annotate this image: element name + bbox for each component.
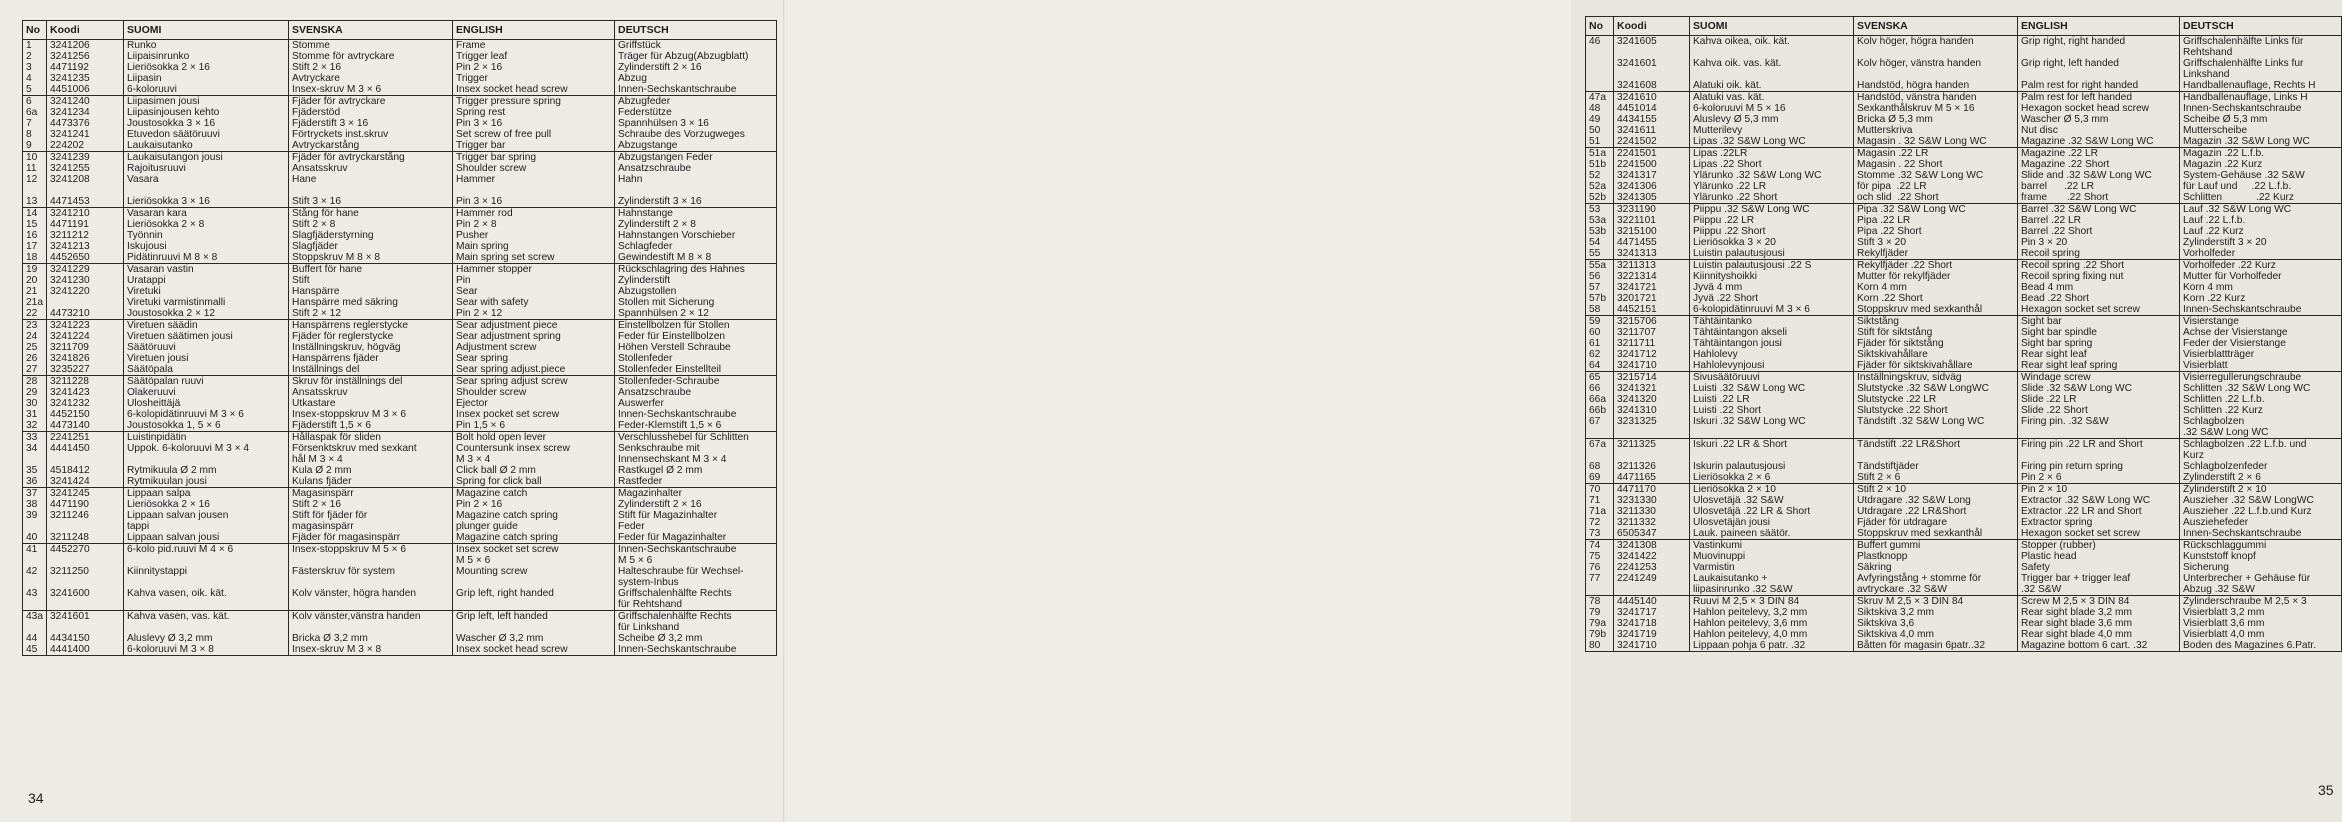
table-row [1586, 484, 2342, 540]
table-row [23, 40, 777, 96]
table-row [23, 376, 777, 432]
english-name: Barrel .32 S&W Long WC Barrel .22 LR Barrel .22 Short Pin 3 × 20 Recoil spring [2018, 204, 2180, 260]
swedish-name: Kolv höger, högra handen Kolv höger, vänstra handen Handstöd, högra handen [1854, 36, 2018, 92]
part-code: 3241308 3241422 2241253 2241249 [1614, 540, 1690, 596]
english-name: Insex socket set screw M 5 × 6 Mounting screw Grip left, right handed [453, 544, 615, 611]
english-name: Bolt hold open lever Countersunk insex screw M 3 × 4 Click ball Ø 2 mm Spring for click ball [453, 432, 615, 488]
table-row [1586, 204, 2342, 260]
table-row [1586, 540, 2342, 596]
table-row [23, 488, 777, 544]
table-row [1586, 596, 2342, 652]
finnish-name: Alatuki vas. kät. 6-koloruuvi M 5 × 16 Aluslevy Ø 5,3 mm Mutterilevy Lipas .32 S&W Long WC [1690, 92, 1854, 148]
part-code: 3231190 3221101 3215100 4471455 3241313 [1614, 204, 1690, 260]
part-number: 14 15 16 17 18 [23, 208, 47, 264]
german-name: Stollenfeder-Schraube Ansatzschraube Auswerfer Innen-Sechskantschraube Feder-Klemstift 1,5 × 6 [615, 376, 777, 432]
part-number: 51a 51b 52 52a 52b [1586, 148, 1614, 204]
table-row [1586, 260, 2342, 316]
table-row [23, 208, 777, 264]
german-name: Magazinhalter Zylinderstift 2 × 16 Stift für Magazinhalter Feder Feder für Magazinhalter [615, 488, 777, 544]
finnish-name: Tähtäintanko Tähtäintangon akseli Tähtäintangon jousi Hahlolevy Hahlolevynjousi [1690, 316, 1854, 372]
part-number: 28 29 30 31 32 [23, 376, 47, 432]
swedish-name: Kolv vänster,vänstra handen Bricka Ø 3,2 mm Insex-skruv M 3 × 8 [289, 611, 453, 656]
swedish-name: Buffert för hane Stift Hanspärre Hanspärre med säkring Stift 2 × 12 [289, 264, 453, 320]
german-name: Griffstück Träger für Abzug(Abzugblatt) Zylinderstift 2 × 16 Abzug Innen-Sechskantschraube [615, 40, 777, 96]
header-swedish: SVENSKA [289, 21, 453, 40]
part-code: 3241210 4471191 3211212 3241213 4452650 [47, 208, 124, 264]
german-name: Hahnstange Zylinderstift 2 × 8 Hahnstangen Vorschieber Schlagfeder Gewindestift M 8 × 8 [615, 208, 777, 264]
english-name: Trigger pressure spring Spring rest Pin 3 × 16 Set screw of free pull Trigger bar [453, 96, 615, 152]
part-number: 23 24 25 26 27 [23, 320, 47, 376]
part-number: 10 11 12 13 [23, 152, 47, 208]
part-number: 55a 56 57 57b 58 [1586, 260, 1614, 316]
swedish-name: Tändstift .22 LR&Short Tändstiftjäder Stift 2 × 6 [1854, 439, 2018, 484]
finnish-name: Vasaran kara Lieriösokka 2 × 8 Työnnin Iskujousi Pidätinruuvi M 8 × 8 [124, 208, 289, 264]
header-code: Koodi [47, 21, 124, 40]
header-german: DEUTSCH [615, 21, 777, 40]
finnish-name: Lipas .22LR Lipas .22 Short Ylärunko .32 S&W Long WC Ylärunko .22 LR Ylärunko .22 Short [1690, 148, 1854, 204]
swedish-name: Magasin .22 LR Magasin . 22 Short Stomme .32 S&W Long WC för pipa .22 LR och slid .22 Short [1854, 148, 2018, 204]
swedish-name: Fjäder för avtryckare Fjäderstöd Fjäderstift 3 × 16 Förtryckets inst.skruv Avtryckarstång [289, 96, 453, 152]
german-name: Lauf .32 S&W Long WC Lauf .22 L.f.b. Lauf .22 Kurz Zylinderstift 3 × 20 Vorholfeder [2180, 204, 2342, 260]
finnish-name: Kahva oikea, oik. kät. Kahva oik. vas. kät. Alatuki oik. kät. [1690, 36, 1854, 92]
table-row [23, 432, 777, 488]
part-code: 2241501 2241500 3241317 3241306 3241305 [1614, 148, 1690, 204]
part-number: 43a 44 45 [26, 611, 43, 655]
left-page [0, 0, 786, 822]
finnish-name: Vasaran vastin Uratappi Viretuki Viretuki varmistinmalli Joustosokka 2 × 12 [124, 264, 289, 320]
swedish-name: Skruv M 2,5 × 3 DIN 84 Siktskiva 3,2 mm Siktskiva 3,6 Siktskiva 4,0 mm Båtten för magasin 6patr..32 [1854, 596, 2018, 652]
part-code: 3215714 3241321 3241320 3241310 3231325 [1614, 372, 1690, 439]
finnish-name: Luistinpidätin Uppok. 6-koloruuvi M 3 × 4 Rytmikuula Ø 2 mm Rytmikuulan jousi [124, 432, 289, 488]
german-name: Zylinderstift 2 × 10 Auszieher .32 S&W LongWC Auszieher .22 L.f.b.und Kurz Ausziehefeder Innen-Sechskantschraube [2180, 484, 2342, 540]
part-number: 59 60 61 62 64 [1586, 316, 1614, 372]
part-code: 3241240 3241234 4473376 3241241 224202 [47, 96, 124, 152]
table-row [1586, 439, 2342, 484]
table-row [23, 96, 777, 152]
header-code: Koodi [1614, 17, 1690, 36]
table-row [1586, 36, 2342, 92]
part-code: 3241601 4434150 4441400 [47, 611, 124, 656]
swedish-name: Handstöd, vänstra handen Sexkanthålskruv M 5 × 16 Bricka Ø 5,3 mm Mutterskriva Magasin . 32 S&W Long WC [1854, 92, 2018, 148]
english-name: Sear spring adjust screw Shoulder screw Ejector Insex pocket set screw Pin 1,5 × 6 [453, 376, 615, 432]
part-code: 3241206 3241256 4471192 3241235 4451006 [47, 40, 124, 96]
swedish-name: Stång för hane Stift 2 × 8 Slagfjäderstyrning Slagfjäder Stoppskruv M 8 × 8 [289, 208, 453, 264]
table-row [23, 611, 777, 656]
swedish-name: Skruv för inställnings del Ansatsskruv Utkastare Insex-stoppskruv M 3 × 6 Fjäderstift 1,5 × 6 [289, 376, 453, 432]
english-name: Grip right, right handed Grip right, left handed Palm rest for right handed [2018, 36, 2180, 92]
finnish-name: Piippu .32 S&W Long WC Piippu .22 LR Piippu .22 Short Lieriösokka 3 × 20 Luistin palautusjousi [1690, 204, 1854, 260]
swedish-name: Rekylfjäder .22 Short Mutter för rekylfjäder Korn 4 mm Korn .22 Short Stoppskruv med sexkanthål [1854, 260, 2018, 316]
page-number: 35 [2318, 782, 2334, 798]
parts-table-left [22, 20, 777, 656]
german-name: Griffschalenhälfte Links für Rehtshand Griffschalenhälfte Links fur Linkshand Handballenauflage, Rechts H [2180, 36, 2342, 92]
part-number: 33 34 35 36 [23, 432, 47, 488]
finnish-name: Viretuen säädin Viretuen säätimen jousi Säätöruuvi Viretuen jousi Säätöpala [124, 320, 289, 376]
part-code: 2241251 4441450 4518412 3241424 [47, 432, 124, 488]
english-name: Sear adjustment piece Sear adjustment spring Adjustment screw Sear spring Sear spring adjust.piece [453, 320, 615, 376]
finnish-name: Runko Liipaisinrunko Lieriösokka 2 × 16 Liipasin 6-koloruuvi [124, 40, 289, 96]
header-english: ENGLISH [453, 21, 615, 40]
swedish-name: Pipa .32 S&W Long WC Pipa .22 LR Pipa .22 Short Stift 3 × 20 Rekylfjäder [1854, 204, 2018, 260]
table-header [1586, 17, 2342, 36]
part-code: 3211228 3241423 3241232 4452150 4473140 [47, 376, 124, 432]
swedish-name: Siktstång Stift för siktstång Fjäder för siktstång Siktskivahållare Fjäder för siktskivahållare [1854, 316, 2018, 372]
part-code: 3241605 3241601 3241608 [1614, 36, 1690, 92]
german-name: Zylinderschraube M 2,5 × 3 Visierblatt 3,2 mm Visierblatt 3,6 mm Visierblatt 4,0 mm Boden des Magazines 6.Patr. [2180, 596, 2342, 652]
german-name: Magazin .22 L.f.b. Magazin .22 Kurz System-Gehäuse .32 S&W für Lauf und .22 L.f.b. Schlitten .22 Kurz [2180, 148, 2342, 204]
header-finnish: SUOMI [1690, 17, 1854, 36]
english-name: Magazine .22 LR Magazine .22 Short Slide and .32 S&W Long WC barrel .22 LR frame .22 Short [2018, 148, 2180, 204]
german-name: Vorholfeder .22 Kurz Mutter für Vorholfeder Korn 4 mm Korn .22 Kurz Innen-Sechskantschraube [2180, 260, 2342, 316]
finnish-name: Liipasimen jousi Liipasinjousen kehto Joustosokka 3 × 16 Etuvedon säätöruuvi Laukaisutanko [124, 96, 289, 152]
part-number: 19 20 21 21a 22 [23, 264, 47, 320]
german-name: Visierregullerungschraube Schlitten .32 S&W Long WC Schlitten .22 L.f.b. Schlitten .22 Kurz Schlagbolzen .32 S&W Long WC [2180, 372, 2342, 439]
swedish-name: Stift 2 × 10 Utdragare .32 S&W Long Utdragare .22 LR&Short Fjäder för utdragare Stoppskruv med sexkanthål [1854, 484, 2018, 540]
english-name: Stopper (rubber) Plastic head Safety Trigger bar + trigger leaf .32 S&W [2018, 540, 2180, 596]
german-name: Einstellbolzen für Stollen Feder für Einstellbolzen Höhen Verstell Schraube Stollenfeder Stollenfeder Einstellteil [615, 320, 777, 376]
english-name: Trigger bar spring Shoulder screw Hammer Pin 3 × 16 [453, 152, 615, 208]
finnish-name: Säätöpalan ruuvi Olakeruuvi Ulosheittäjä 6-kolopidätinruuvi M 3 × 6 Joustosokka 1, 5 × 6 [124, 376, 289, 432]
table-row [23, 320, 777, 376]
english-name: Recoil spring .22 Short Recoil spring fixing nut Bead 4 mm Bead .22 Short Hexagon socket set screw [2018, 260, 2180, 316]
finnish-name: Lieriösokka 2 × 10 Ulosvetäjä .32 S&W Ulosvetäjä .22 LR & Short Ulosvetäjän jousi Lauk. paineen säätör. [1690, 484, 1854, 540]
part-number: 53 53a 53b 54 55 [1586, 204, 1614, 260]
part-number: 41 42 43 [23, 544, 47, 611]
right-page [786, 0, 2334, 822]
german-name: Abzugfeder Federstütze Spannhülsen 3 × 16 Schraube des Vorzugweges Abzugstange [615, 96, 777, 152]
german-name: Schlagbolzen .22 L.f.b. und Kurz Schlagbolzenfeder Zylinderstift 2 × 6 [2180, 439, 2342, 484]
table-row [1586, 316, 2342, 372]
part-number: 78 79 79a 79b 80 [1589, 596, 1606, 651]
part-code: 4445140 3241717 3241718 3241719 3241710 [1614, 596, 1690, 652]
english-name: Firing pin .22 LR and Short Firing pin return spring Pin 2 × 6 [2018, 439, 2180, 484]
header-no: No [23, 21, 47, 40]
part-code: 3241610 4451014 4434155 3241611 2241502 [1614, 92, 1690, 148]
table-row [1586, 372, 2342, 439]
table-row [23, 544, 777, 611]
german-name: Handballenauflage, Links H Innen-Sechskantschraube Scheibe Ø 5,3 mm Mutterscheibe Magazin .32 S&W Long WC [2180, 92, 2342, 148]
finnish-name: Sivusäätöruuvi Luisti .32 S&W Long WC Luisti .22 LR Luisti .22 Short Iskuri .32 S&W Long WC [1690, 372, 1854, 439]
part-code: 3215706 3211707 3211711 3241712 3241710 [1614, 316, 1690, 372]
part-code: 4452270 3211250 3241600 [47, 544, 124, 611]
part-code: 3241239 3241255 3241208 4471453 [47, 152, 124, 208]
swedish-name: Stomme Stomme för avtryckare Stift 2 × 16 Avtryckare Insex-skruv M 3 × 6 [289, 40, 453, 96]
english-name: Frame Trigger leaf Pin 2 × 16 Trigger Insex socket head screw [453, 40, 615, 96]
part-code: 4471170 3231330 3211330 3211332 6505347 [1614, 484, 1690, 540]
part-code: 3241245 4471190 3211246 3211248 [47, 488, 124, 544]
german-name: Griffschalenhälfte Rechts für Linkshand Scheibe Ø 3,2 mm Innen-Sechskantschraube [615, 611, 777, 656]
table-row [23, 264, 777, 320]
english-name: Grip left, left handed Wascher Ø 3,2 mm Insex socket head screw [453, 611, 615, 656]
swedish-name: Hanspärrens reglerstycke Fjäder för reglerstycke Inställningskruv, högväg Hanspärrens fjäder Inställnings del [289, 320, 453, 376]
table-row [1586, 92, 2342, 148]
table-row [23, 152, 777, 208]
english-name: Hammer stopper Pin Sear Sear with safety Pin 2 × 12 [453, 264, 615, 320]
part-code: 3211313 3221314 3241721 3201721 4452151 [1614, 260, 1690, 316]
part-number: 65 66 66a 66b 67 [1586, 372, 1614, 439]
part-code: 3241223 3241224 3211709 3241826 3235227 [47, 320, 124, 376]
english-name: Pin 2 × 10 Extractor .32 S&W Long WC Extractor .22 LR and Short Extractor spring Hexagon socket set screw [2018, 484, 2180, 540]
german-name: Abzugstangen Feder Ansatzschraube Hahn Zylinderstift 3 × 16 [615, 152, 777, 208]
english-name: Windage screw Slide .32 S&W Long WC Slide .22 LR Slide .22 Short Firing pin. .32 S&W [2018, 372, 2180, 439]
header-no: No [1586, 17, 1614, 36]
swedish-name: Buffert gummi Plastknopp Säkring Avfyringstång + stomme för avtryckare .32 S&W [1854, 540, 2018, 596]
english-name: Screw M 2,5 × 3 DIN 84 Rear sight blade 3,2 mm Rear sight blade 3,6 mm Rear sight blade 4,0 mm Magazine bottom 6 cart. .32 [2018, 596, 2180, 652]
finnish-name: Ruuvi M 2,5 × 3 DIN 84 Hahlon peitelevy, 3,2 mm Hahlon peitelevy, 3,6 mm Hahlon peitelevy, 4,0 mm Lippaan pohja 6 patr. .32 [1690, 596, 1854, 652]
header-english: ENGLISH [2018, 17, 2180, 36]
part-number: 70 71 71a 72 73 [1586, 484, 1614, 540]
header-swedish: SVENSKA [1854, 17, 2018, 36]
page-number: 34 [28, 790, 44, 806]
english-name: Sight bar Sight bar spindle Sight bar spring Rear sight leaf Rear sight leaf spring [2018, 316, 2180, 372]
german-name: Rückschlagring des Hahnes Zylinderstift Abzugstollen Stollen mit Sicherung Spannhülsen 2 × 12 [615, 264, 777, 320]
header-german: DEUTSCH [2180, 17, 2342, 36]
swedish-name: Magasinspärr Stift 2 × 16 Stift för fjäder för magasinspärr Fjäder för magasinspärr [289, 488, 453, 544]
table-header [23, 21, 777, 40]
part-number: 47a 48 49 50 51 [1586, 92, 1614, 148]
part-code: 3211325 3211326 4471165 [1614, 439, 1690, 484]
part-code: 3241229 3241230 3241220 4473210 [47, 264, 124, 320]
swedish-name: Fjäder för avtryckarstång Ansatsskruv Hane Stift 3 × 16 [289, 152, 453, 208]
part-number: 67a 68 69 [1586, 439, 1614, 484]
table-row [1586, 148, 2342, 204]
german-name: Rückschlaggummi Kunststoff knopf Sicherung Unterbrecher + Gehäuse für Abzug .32 S&W [2180, 540, 2342, 596]
part-number: 37 38 39 40 [23, 488, 47, 544]
finnish-name: Iskuri .22 LR & Short Iskurin palautusjousi Lieriösokka 2 × 6 [1690, 439, 1854, 484]
finnish-name: Luistin palautusjousi .22 S Kiinnityshoikki Jyvä 4 mm Jyvä .22 Short 6-kolopidätinruuvi M 3 × 6 [1690, 260, 1854, 316]
finnish-name: Kahva vasen, vas. kät. Aluslevy Ø 3,2 mm 6-koloruuvi M 3 × 8 [124, 611, 289, 656]
header-finnish: SUOMI [124, 21, 289, 40]
english-name: Hammer rod Pin 2 × 8 Pusher Main spring Main spring set screw [453, 208, 615, 264]
part-number: 74 75 76 77 [1586, 540, 1614, 596]
german-name: Innen-Sechskantschraube M 5 × 6 Halteschraube für Wechsel- system-Inbus Griffschalenhälfte Rechts für Rehtshand [615, 544, 777, 611]
parts-table-right [1585, 16, 2342, 652]
finnish-name: Vastinkumi Muovinuppi Varmistin Laukaisutanko + liipasinrunko .32 S&W [1690, 540, 1854, 596]
finnish-name: 6-kolo pid.ruuvi M 4 × 6 Kiinnitystappi Kahva vasen, oik. kät. [124, 544, 289, 611]
german-name: Verschlusshebel für Schlitten Senkschraube mit Innensechskant M 3 × 4 Rastkugel Ø 2 mm Rastfeder [615, 432, 777, 488]
part-number: 46 [1586, 36, 1614, 92]
part-number: 1 2 3 4 5 [23, 40, 47, 96]
english-name: Palm rest for left handed Hexagon socket head screw Wascher Ø 5,3 mm Nut disc Magazine .32 S&W Long WC [2018, 92, 2180, 148]
swedish-name: Insex-stoppskruv M 5 × 6 Fästerskruv för system Kolv vänster, högra handen [289, 544, 453, 611]
english-name: Magazine catch Pin 2 × 16 Magazine catch spring plunger guide Magazine catch spring [453, 488, 615, 544]
finnish-name: Laukaisutangon jousi Rajoitusruuvi Vasara Lieriösokka 3 × 16 [124, 152, 289, 208]
swedish-name: Inställningskruv, sidväg Slutstycke .32 S&W LongWC Slutstycke .22 LR Slutstycke .22 Short Tändstift .32 S&W Long WC [1854, 372, 2018, 439]
finnish-name: Lippaan salpa Lieriösokka 2 × 16 Lippaan salvan jousen tappi Lippaan salvan jousi [124, 488, 289, 544]
german-name: Visierstange Achse der Visierstange Feder der Visierstange Visierblattträger Visierblatt [2180, 316, 2342, 372]
swedish-name: Hållaspak för sliden Försenktskruv med sexkant hål M 3 × 4 Kula Ø 2 mm Kulans fjäder [289, 432, 453, 488]
part-number: 6 6a 7 8 9 [23, 96, 47, 152]
